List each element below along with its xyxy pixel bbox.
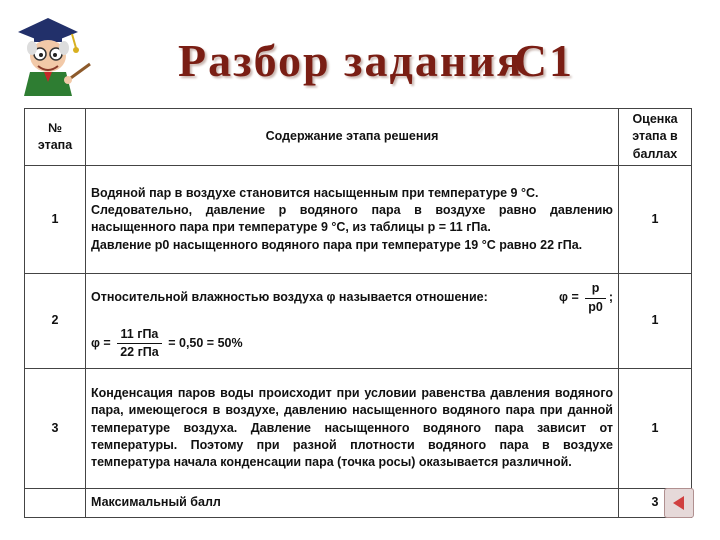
definition-text: Относительной влажностью воздуха φ называется отношение:: [91, 290, 488, 305]
page-title: [178, 34, 574, 87]
fraction-numerator: p: [585, 280, 606, 298]
table-row: [25, 165, 692, 273]
step-score: 1: [619, 368, 692, 488]
step-score: 1: [619, 165, 692, 273]
semicolon: ;: [608, 290, 613, 305]
header-step-score: Оценка этапа в баллах: [619, 109, 692, 166]
title-text: Разбор задания: [178, 35, 524, 86]
table-row: [25, 368, 692, 488]
table-row: [25, 488, 692, 517]
humidity-calculation: [91, 326, 613, 362]
step-score: 1: [619, 273, 692, 368]
max-score-value: 3: [619, 488, 692, 517]
back-arrow-icon: [670, 494, 688, 512]
step-number: 1: [25, 165, 86, 273]
title-task-code: С1: [513, 35, 574, 86]
humidity-definition: [91, 280, 613, 316]
professor-mascot-icon: [8, 10, 94, 96]
step-line: Давление p0 насыщенного водяного пара при температуре 19 °С равно 22 гПа.: [91, 237, 583, 252]
step-content: [86, 165, 619, 273]
step-line: Следовательно, давление p водяного пара в воздухе равно давлению насыщенного пара при температуре 9 °С, из таблицы p = 11 гПа.: [91, 203, 613, 235]
step-number: 2: [25, 273, 86, 368]
fraction-p-over-p0: [585, 280, 606, 316]
definition-formula: [559, 280, 613, 316]
step-line: Водяной пар в воздухе становится насыщенным при температуре 9 °С.: [91, 185, 539, 200]
step-number: 3: [25, 368, 86, 488]
solution-steps-table: [24, 108, 692, 518]
calc-result: = 0,50 = 50%: [168, 335, 243, 350]
empty-cell: [25, 488, 86, 517]
max-score-label: Максимальный балл: [86, 488, 619, 517]
fraction-numerator: 11 гПа: [117, 326, 162, 344]
header-step-number: № этапа: [25, 109, 86, 166]
step-content: [86, 273, 619, 368]
fraction-pressures: [117, 326, 162, 362]
header-step-content: Содержание этапа решения: [86, 109, 619, 166]
calc-lhs: φ =: [91, 335, 111, 350]
phi-symbol: φ =: [559, 290, 579, 305]
table-row: [25, 273, 692, 368]
fraction-denominator: 22 гПа: [120, 345, 159, 359]
fraction-denominator: p0: [588, 299, 603, 314]
table-header-row: [25, 109, 692, 166]
previous-slide-button[interactable]: [664, 488, 694, 518]
step-content: Конденсация паров воды происходит при условии равенства давления водяного пара, имеющегося в воздухе, давлению насыщенного водяного пара при данной температуре воздуха. Давление насыщенного водяного пара зависит от температуры. Поэтому при разной плотности водяного пара в воздухе температура начала конденсации пара (точка росы) оказывается различной.: [86, 368, 619, 488]
